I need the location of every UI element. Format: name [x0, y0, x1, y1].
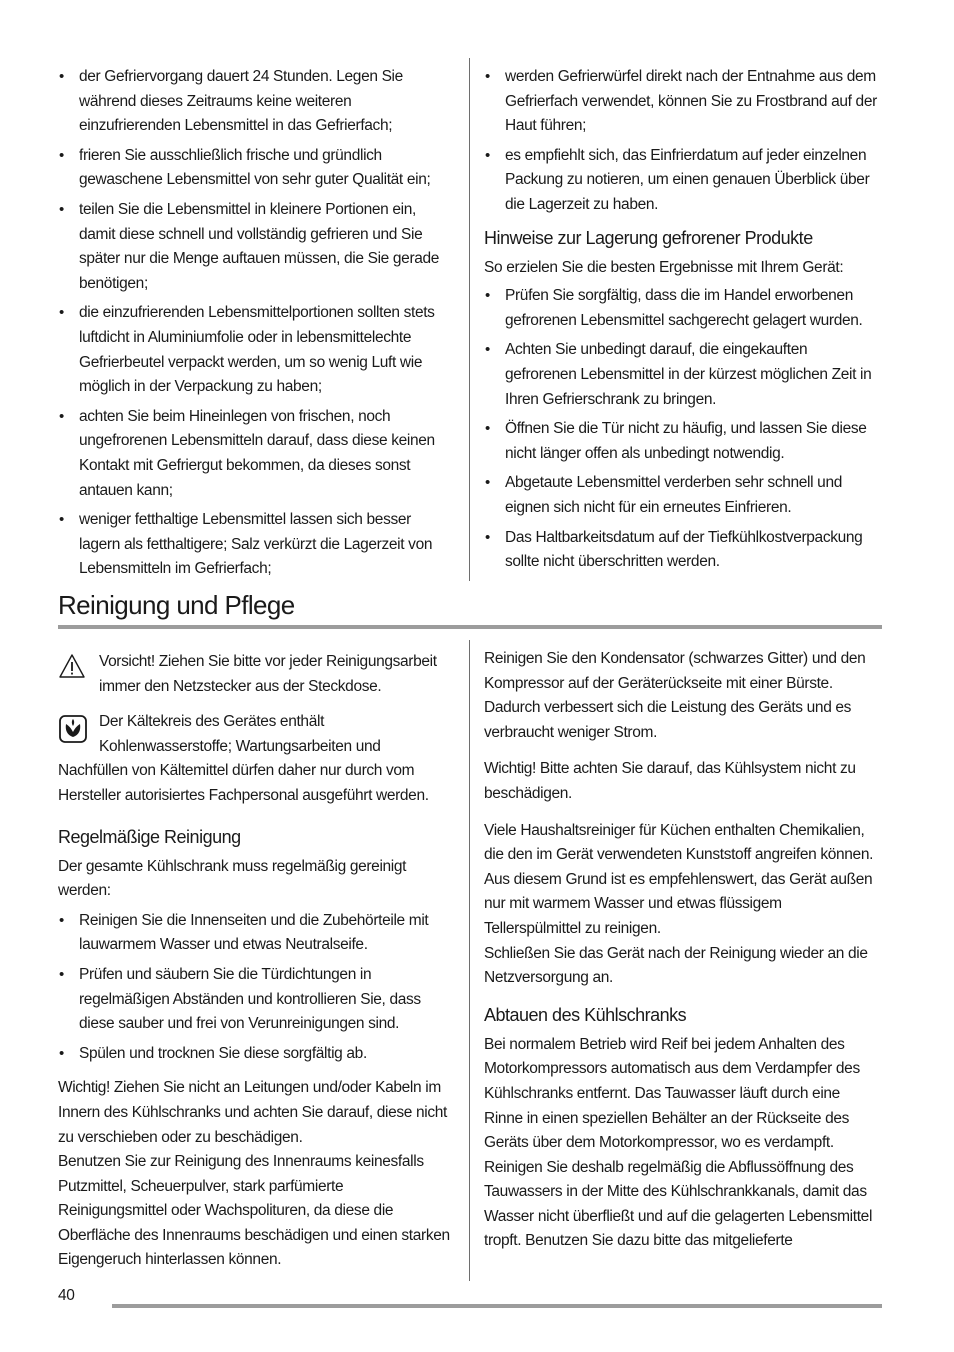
warning-notice: [58, 650, 454, 699]
list-item: • der Gefriervorgang dauert 24 Stunden. Legen Sie während dieses Zeitraums keine weiteren einzufrierenden Lebensmittel in das Gefrierfach;: [58, 65, 454, 139]
column-divider-top: [469, 58, 470, 581]
list-item: • die einzufrierenden Lebensmittelportionen sollten stets luftdicht in Aluminiumfolie oder in lebensmittelechte Gefrierbeutel verpackt werden, um so wenig Luft wie möglich in der Verpackung zu haben;: [58, 301, 454, 399]
important-text: Bitte achten Sie darauf, das Kühlsystem nicht zu beschädigen.: [484, 760, 856, 802]
defrosting-paragraph: Bei normalem Betrieb wird Reif bei jedem Anhalten des Motorkompressors automatisch aus dem Verdampfer des Kühlschranks entfernt. Das Tauwasser läuft durch eine Rinne in einen speziellen Behälter an der Rückseite des Geräts über dem Motorkompressor, wo es verdampft. Reinigen Sie deshalb regelmäßig die Abflussöffnung des Tauwassers in der Mitte des Kühlschrankkanals, damit das Wasser nicht überfließt und auf die gelagerten Lebensmittel tropft. Benutzen Sie dazu bitte das mitgelieferte: [484, 1035, 873, 1250]
page-number: 40: [58, 1287, 75, 1304]
storage-heading: Hinweise zur Lagerung gefrorener Produkte: [484, 227, 813, 248]
list-item: • Prüfen Sie sorgfältig, dass die im Handel erworbenen gefrorenen Lebensmittel sachgerecht gelagert wurden.: [484, 284, 882, 333]
environment-notice: [58, 710, 454, 808]
condenser-paragraph: Reinigen Sie den Kondensator (schwarzes Gitter) und den Kompressor auf der Geräterückseite mit einer Bürste. Dadurch verbessert sich die Leistung des Geräts und es verbraucht weniger Strom.: [484, 650, 866, 741]
list-item: • achten Sie beim Hineinlegen von frischen, noch ungefrorenen Lebensmitteln darauf, dass diese keinen Kontakt mit Gefriergut bekommen, da dieses sonst antauen kann;: [58, 405, 454, 503]
regular-cleaning-intro: Der gesamte Kühlschrank muss regelmäßig gereinigt werden:: [58, 857, 407, 900]
important-label: Wichtig!: [484, 760, 536, 778]
household-cleaners-paragraph: Viele Haushaltsreiniger für Küchen enthalten Chemikalien, die den im Gerät verwendeten Kunststoff angreifen können. Aus diesem Grund ist es empfehlenswert, das Gerät außen nur mit warmem Wasser und etwas flüssigem Tellerspülmittel zu reinigen.: [484, 821, 874, 937]
important-paragraph: [58, 1076, 454, 1150]
important-text: Ziehen Sie nicht an Leitungen und/oder Kabeln im Innern des Kühlschranks und achten Sie darauf, diese nicht zu verschieben oder zu beschädigen.: [58, 1079, 447, 1146]
list-item: • Das Haltbarkeitsdatum auf der Tiefkühlkostverpackung sollte nicht überschritten werden.: [484, 526, 882, 575]
list-item: • werden Gefrierwürfel direkt nach der Entnahme aus dem Gefrierfach verwendet, können Sie zu Frostbrand auf der Haut führen;: [484, 65, 882, 139]
list-item: • teilen Sie die Lebensmittel in kleinere Portionen ein, damit diese schnell und vollständig gefrieren und Sie später nur die Menge auftauen müssen, die Sie gerade benötigen;: [58, 198, 454, 296]
section-rule: [58, 625, 882, 629]
defrosting-heading: Abtauen des Kühlschranks: [484, 1004, 687, 1025]
environment-leaf-icon: [58, 714, 88, 744]
list-item: • Reinigen Sie die Innenseiten und die Zubehörteile mit lauwarmem Wasser und etwas Neutralseife.: [58, 909, 454, 958]
regular-cleaning-heading: Regelmäßige Reinigung: [58, 826, 241, 847]
storage-intro: So erzielen Sie die besten Ergebnisse mit Ihrem Gerät:: [484, 258, 844, 276]
list-item: • Abgetaute Lebensmittel verderben sehr schnell und eignen sich nicht für ein erneutes Einfrieren.: [484, 471, 882, 520]
environment-text: Der Kältekreis des Gerätes enthält Kohlenwasserstoffe; Wartungsarbeiten und Nachfüllen von Kältemittel dürfen daher nur durch vom Hersteller autorisiertes Fachpersonal ausgeführt werden.: [58, 713, 429, 804]
warning-text: Ziehen Sie bitte vor jeder Reinigungsarbeit immer den Netzstecker aus der Steckdose.: [99, 653, 437, 695]
column-divider-bottom: [469, 640, 470, 1281]
list-item: • weniger fetthaltige Lebensmittel lassen sich besser lagern als fetthaltigere; Salz verkürzt die Lagerzeit von Lebensmitteln im Gefrierfach;: [58, 508, 454, 582]
top-right-column: [484, 65, 882, 580]
warning-triangle-icon: [58, 652, 86, 680]
bottom-left-column: [58, 650, 454, 1283]
important-paragraph: [484, 757, 882, 806]
bottom-right-column: [484, 647, 882, 1264]
freezing-tips-list-continued: [484, 65, 882, 218]
section-title: Reinigung und Pflege: [58, 590, 295, 620]
footer-rule: [112, 1304, 882, 1308]
cleaning-agents-paragraph: Benutzen Sie zur Reinigung des Innenraums keinesfalls Putzmittel, Scheuerpulver, stark parfümierte Reinigungsmittel oder Wachspolituren, da diese die Oberfläche des Innenraums beschädigen und einen starken Eigengeruch hinterlassen können.: [58, 1153, 450, 1269]
cleaning-steps-list: [58, 909, 454, 1067]
reconnect-paragraph: Schließen Sie das Gerät nach der Reinigung wieder an die Netzversorgung an.: [484, 944, 868, 987]
list-item: • es empfiehlt sich, das Einfrierdatum auf jeder einzelnen Packung zu notieren, um einen genauen Überblick über die Lagerzeit zu haben.: [484, 144, 882, 218]
list-item: • Öffnen Sie die Tür nicht zu häufig, und lassen Sie diese nicht länger offen als unbedingt notwendig.: [484, 417, 882, 466]
important-label: Wichtig!: [58, 1079, 110, 1097]
top-left-column: [58, 65, 454, 587]
storage-tips-list: [484, 284, 882, 575]
list-item: • Spülen und trocknen Sie diese sorgfältig ab.: [58, 1042, 454, 1067]
warning-label: Vorsicht!: [99, 653, 155, 670]
list-item: • Prüfen und säubern Sie die Türdichtungen in regelmäßigen Abständen und kontrollieren Sie, dass diese sauber und frei von Verunreinigungen sind.: [58, 963, 454, 1037]
list-item: • Achten Sie unbedingt darauf, die eingekauften gefrorenen Lebensmittel in der kürzest möglichen Zeit in Ihren Gefrierschrank zu bringen.: [484, 338, 882, 412]
freezing-tips-list: [58, 65, 454, 582]
list-item: • frieren Sie ausschließlich frische und gründlich gewaschene Lebensmittel von sehr guter Qualität ein;: [58, 144, 454, 193]
